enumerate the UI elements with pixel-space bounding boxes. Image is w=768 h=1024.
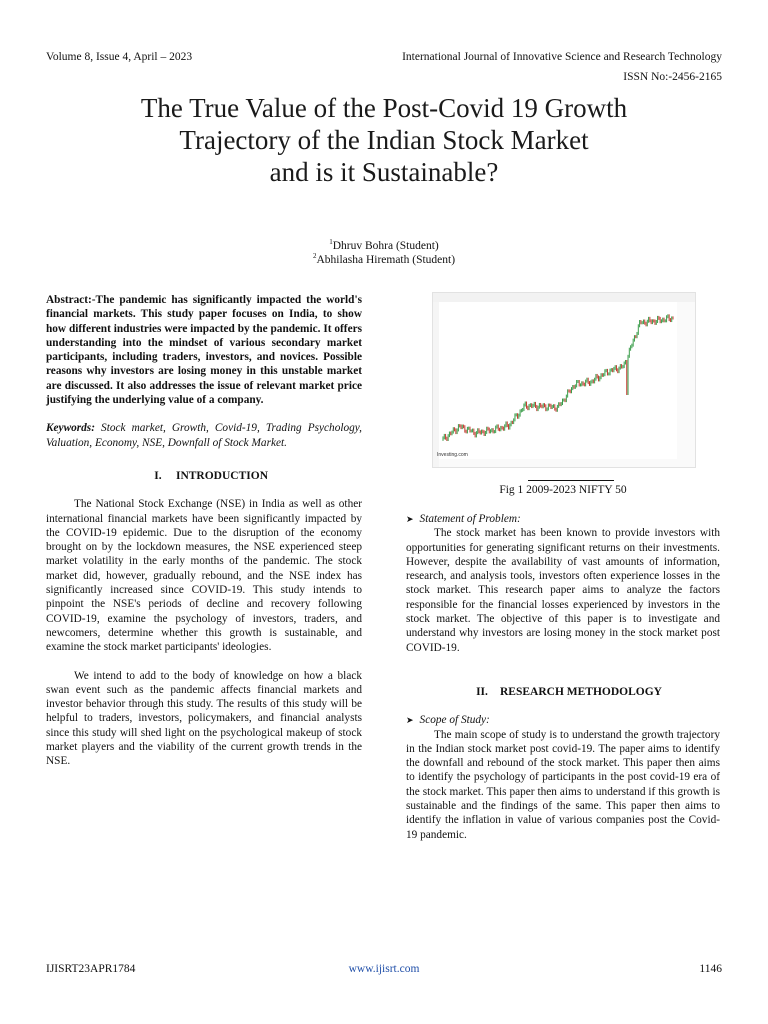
scope-paragraph: The main scope of study is to understand the growth trajectory in the Indian stock market post covid-19. The paper aims to identify the downfall and rebound of the stock market. This paper then aims to identify the psychology of participants in the post covid-19 era of the stock market. This paper then aims to understand if this growth is sustainable and the findings of the same. This paper then aims to identify the inflation in value of various companies post the Covid-19 pandemic. <box>406 728 720 841</box>
section-heading-introduction <box>46 469 362 483</box>
section-number: I. <box>154 469 162 482</box>
statement-paragraph: The stock market has been known to provide investors with opportunities for generating significant returns on their investments. However, despite the availability of vast amounts of information, research, and analysis tools, investors often experience losses in the stock market. This research paper aims to analyze the factors responsible for the financial losses experienced by investors in the stock market. The objective of this paper is to investigate and understand why investors are losing money in the stock market post COVID-19. <box>406 527 720 654</box>
section-number: II. <box>476 685 488 698</box>
left-column <box>46 293 362 769</box>
abstract: Abstract:-The pandemic has significantly impacted the world's financial markets. This study paper focuses on India, to show how different industries were impacted by the pandemic. It offers understanding into the mindset of various secondary market participants, including traders, investors, and novices. Possible reasons why investors are losing money in this unstable market are discussed. It also addresses the issue of relevant market price justifying the underlying value of a company. <box>46 294 362 407</box>
time-axis <box>439 459 677 467</box>
keywords-text: Stock market, Growth, Covid-19, Trading Psychology, Valuation, Economy, NSE, Downfall of Stock Market. <box>46 422 362 449</box>
footer-paper-id: IJISRT23APR1784 <box>46 963 136 975</box>
intro-paragraph-2: We intend to add to the body of knowledge on how a black swan event such as the pandemic affects financial markets and investor behavior through this study. The results of this study will be helpful to traders, investors, policymakers, and financial analysts since this study will shed light on the psychological makeup of stock market players and the viability of the current growth trends in the NSE. <box>46 669 362 768</box>
nifty-chart <box>433 293 695 467</box>
scope-label: Scope of Study: <box>419 714 490 727</box>
statement-heading <box>406 512 720 526</box>
chart-toolbar <box>433 293 695 302</box>
title-line-2: Trajectory of the Indian Stock Market <box>179 125 589 155</box>
arrow-bullet-icon: ➤ <box>406 514 414 524</box>
arrow-bullet-icon: ➤ <box>406 715 414 726</box>
figure-caption: Fig 1 2009-2023 NIFTY 50 <box>499 484 627 496</box>
right-column <box>406 512 720 842</box>
footer-page-number: 1146 <box>699 963 722 975</box>
caption-rule <box>528 480 614 481</box>
section-title: RESEARCH METHODOLOGY <box>500 685 662 698</box>
chart-left-toolbar <box>433 302 439 467</box>
intro-paragraph-1: The National Stock Exchange (NSE) in India as well as other international financial markets have been significantly impacted by the COVID-19 epidemic. Due to the disruption of the economy brought on by the lockdown measures, the NSE experienced steep market volatility in the early months of the pandemic. The stock market did, however, gradually rebound, and the NSE index has significantly increased since COVID-19. This study intends to pinpoint the NSE's periods of decline and recovery following COVID-19, examine the psychology of investors, traders, and newcomers, determine whether this growth is sustainable, and examine the stock market participants' ideologies. <box>46 498 362 654</box>
statement-label: Statement of Problem: <box>419 513 521 525</box>
author-2 <box>0 249 768 267</box>
price-axis <box>677 302 695 467</box>
paper-title <box>60 92 708 188</box>
journal-name: International Journal of Innovative Science and Research Technology <box>402 51 722 63</box>
author-1-sup: 1 <box>329 238 333 246</box>
author-1-name: Dhruv Bohra (Student) <box>332 239 439 252</box>
chart-watermark: Investing.com <box>437 452 468 458</box>
author-2-sup: 2 <box>312 252 317 260</box>
title-line-3: and is it Sustainable? <box>269 157 499 187</box>
section-heading-methodology <box>406 685 720 699</box>
keywords-label: Keywords: <box>46 422 95 435</box>
nifty-chart-figure <box>432 292 696 468</box>
section-title: INTRODUCTION <box>175 469 268 482</box>
footer-website-link[interactable]: www.ijisrt.com <box>348 963 420 975</box>
volume-issue: Volume 8, Issue 4, April – 2023 <box>46 51 193 63</box>
issn: ISSN No:-2456-2165 <box>623 71 722 83</box>
scope-heading <box>406 713 720 727</box>
title-line-1: The True Value of the Post-Covid 19 Growth <box>140 93 628 123</box>
author-2-name: Abhilasha Hiremath (Student) <box>316 253 456 266</box>
keywords <box>46 421 362 450</box>
